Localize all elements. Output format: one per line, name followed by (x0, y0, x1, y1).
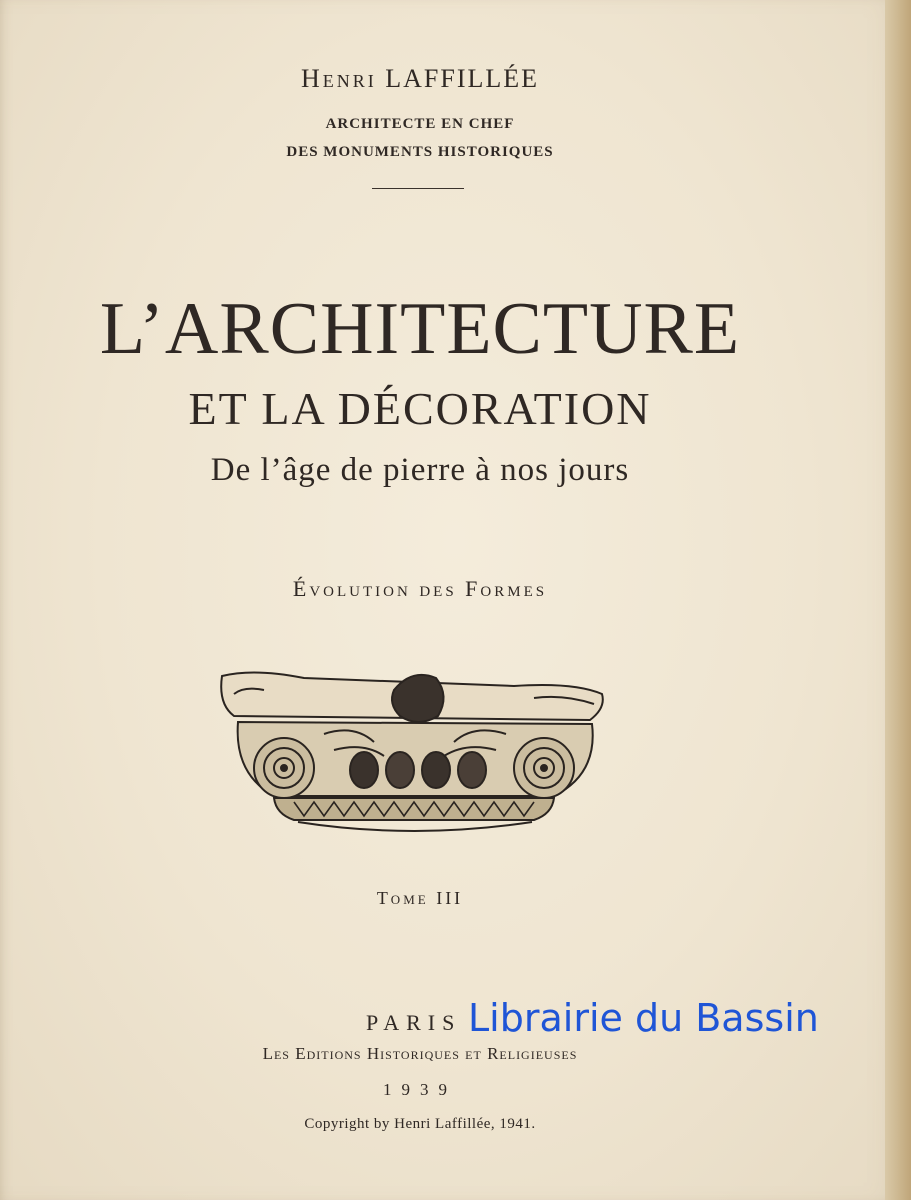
author-role-line-1: ARCHITECTE EN CHEF (325, 116, 515, 132)
copyright-line: Copyright by Henri Laffillée, 1941. (304, 1116, 536, 1132)
book-subtitle: De l’âge de pierre à nos jours (210, 452, 630, 488)
section-heading: Évolution des Formes (292, 576, 548, 601)
bookseller-watermark: Librairie du Bassin (468, 996, 819, 1040)
imprint-publisher: Les Editions Historiques et Religieuses (262, 1044, 578, 1063)
author-last-name: LAFFILLÉE (385, 64, 540, 93)
book-title: L’ARCHITECTURE (99, 288, 741, 370)
author-first-name: Henri (300, 64, 377, 93)
divider-rule (372, 188, 464, 189)
book-edge (885, 0, 911, 1200)
author-name (0, 64, 840, 94)
imprint-year: 1939 (383, 1080, 457, 1099)
book-title-line-2: ET LA DÉCORATION (188, 383, 652, 434)
imprint-city: PARIS (366, 1010, 462, 1035)
ionic-capital-engraving (214, 664, 610, 854)
author-role-line-2: DES MONUMENTS HISTORIQUES (286, 144, 554, 160)
volume-label: Tome III (376, 888, 464, 908)
